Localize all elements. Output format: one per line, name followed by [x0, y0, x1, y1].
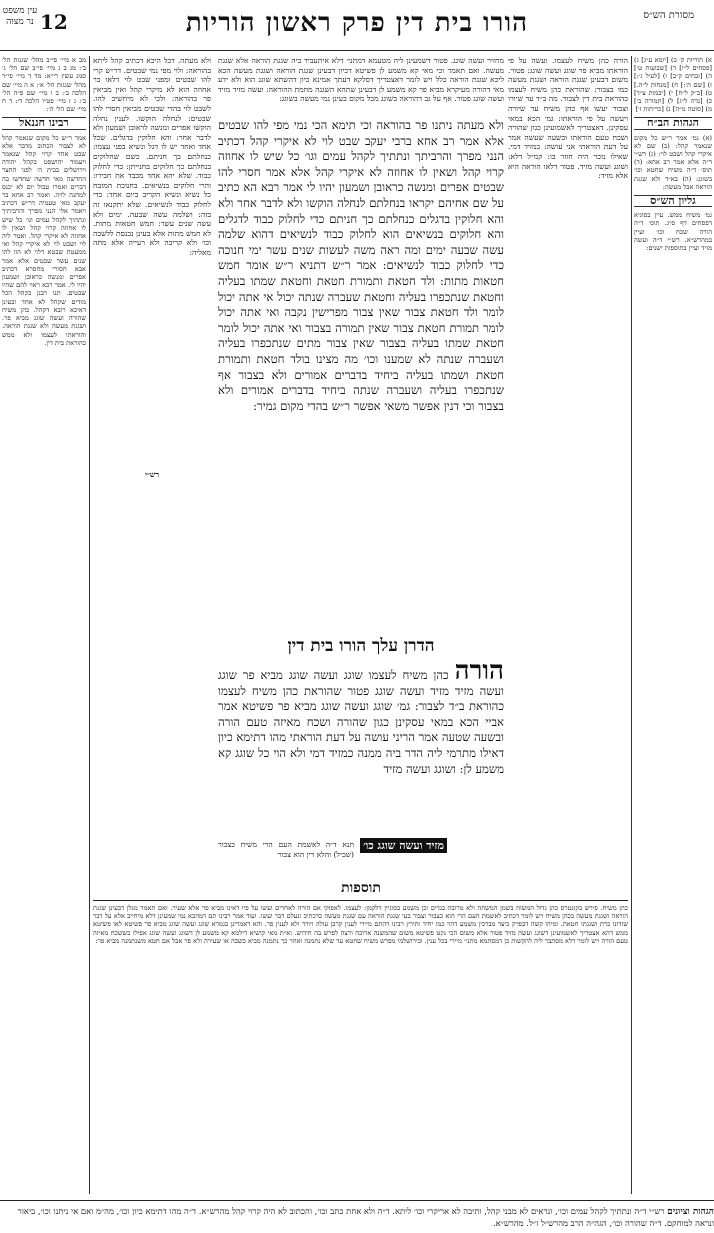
footer-text: רש״י ד״ה ונתתיך לקהל עמים וכו׳, ונראים לא מבני קהל, ותיבה לא אריקרי וכו׳ ליתא. ד״ה ולא אחת כתב וכו׳, והכתוב לא היה קרוי קהל מהרש״א. ד״ה מהו דתימא כיון וכו׳, מה״מ ואם אי ניתנו וכו׳, ביאור ונראה למוחקם. ד״ה שהורה וכו׳, הגה״ה הרב מהרש״ל ז״ל. מהרש״א. [17, 1206, 714, 1228]
gemara-lower-column [218, 840, 354, 880]
right-column-divider [631, 56, 632, 1194]
massoret-hashas-label: מסורת הש״ס [643, 10, 694, 21]
page-title: הורו בית דין פרק ראשון הוריות [185, 8, 529, 38]
rabbeinu-chananel-text: אמר ר״ש כל מקום שנאמר קהל לא לצבור הכתוב מדבר אלא שבט אחד קרוי קהל שנאמר ויעמוד יהושפט בקהל יהודה וירושלים בבית ה׳ לפני החצר החדשה מאי חדשה שחדשו בה דברים ואמרו טבול יום לא יכנס למחנה לויה. ואמר רב אחא בר יעקב מאי טעמיה דר״ש דכתיב ויאמר אלי הנני מפרך והרביתיך ונתתיך לקהל עמים וגו׳ כל שיש לו אחוזה קרוי קהל ושאין לו אחוזה לא איקרי קהל. ואמר ליה לוי ושבט לוי לא איקרי קהל ואי ממעטת שבטא דלוי לא הוו להו שנים עשר שבטים אלא אמר אבא חסורי מחסרא דכתיב אפרים ומנשה כראובן ושמעון יהיו לי. אמר רבא ראוי להם שהיו שבטים. תנו רבנן בקהל הכל מודים שקהל לא אחד ובעינן דאיכא רובא דקהל. כהן משיח שהורה ועשה שוגג מביא פר. ושגגת מעשה ולא שגגת הוראה. והוראתו לעצמו ולא ממש כהוראת בית דין. [2, 133, 86, 347]
tosafot-lower-column [93, 904, 628, 1194]
left-margin-column [2, 56, 86, 1194]
footer-label: הגהות וציונים [667, 1207, 714, 1217]
hadran-heading: הדרן עלך הורו בית דין [287, 636, 435, 656]
rashi-lower-text: הורה כהן משיח לעצמו. ועשה על פי הוראתו מביא פר שוגג ועשה שוגג: פטור. משום דבעינן שגגת הוראה ושגגת מעשה כמו בצבור: שהוראת כהן משיח לעצמו כהוראת בית דין לצבור. מה ב״ד עד שיורו וצבור יעשו אף כהן משיח עד שיורה ויעשה על פי הוראתו: גמ׳ הכא במאי עסקינן. דאצטריך לאשמועינן כגון שהורה ושכח טעם הוראתו ובשעה שעשה אמר על דעת הוראתי אני עושה: כמזיד דמי. שאילו נזכר היה חוזר בו: קמ״ל דלא: ושוגג ועשה מזיד. פטור דלאו הוראה היא אלא מזיד: [508, 56, 628, 181]
mishnah-column [218, 664, 504, 832]
gilyon-hashas-text: גמ׳ משיח ממש. עיין בסוגיא דפסחים דף ס״ג. תוס׳ ד״ה הורה שכח וכו׳ ועיין במהרש״א. רש״י ד״ה ועשה מזיד ועיין בתוספות ישנים: [634, 211, 712, 253]
tosafot-upper-column [218, 56, 504, 114]
mishnah-text: כהן משיח לעצמו שוגג ועשה שוגג מביא פר שוגג ועשה מזיד מזיד ועשה שוגג פטור שהוראת כהן משיח לעצמו כהוראת ב״ד לצבור: גמ׳ שוגג ועשה שוגג מביא פר פשיטא אמר אביי הכא במאי עסקינן כגון שהורה ושכח מאיזה טעם הורה ובשעה שטעה אמר הריני עושה על דעת הוראתי מהו דתימא כיון דאילו מתרמי ליה הדר ביה ממנה כמזיד דמי ולא הוי כל שוגג קא משמע לן: ושוגג ועשה מזיד [218, 668, 504, 776]
page-header [0, 0, 714, 52]
hagahot-habach-text: (א) גמ׳ אמר ר״ש כל מקום שנאמר קהל: (ב) שם לא איקרי קהל ושבט לוי: (ג) רש״י ד״ה אלא אמר רב אחא: (ד) תוס׳ ד״ה משיח שחטא וכו׳ בשוגג: (ה) בא״ד ולא שגגת הוראה אבל מעשה: [634, 133, 712, 191]
gilyon-hashas-title: גליון הש״ס [634, 195, 712, 207]
rashi-title: רש״י [145, 470, 159, 479]
tosafot-divider [93, 900, 628, 901]
rashi-right-column [508, 56, 628, 896]
footer-divider [0, 1200, 714, 1201]
mishnah-initial-word: הורה [454, 664, 504, 686]
gemara-upper-column [218, 118, 504, 630]
massoret-text: א) הוריות ק׳ ב) [יומא ע״ג] ג) [פסחים ל״ו] ד) [שבועות ט׳] ה) [זבחים ק״ב] ו) [לעיל ג׳:] ז) [שם ה׳:] ח) [מנחות ל״ה.] ט) [ב״ק ל״ח] י) [יבמות צ״ד] כ) [נדה ל״ג] ל) [תמורה ב׳] מ) [סוטה מ״ה] נ) [כריתות ז׳] [634, 56, 712, 114]
rabbeinu-chananel-title: רבינו חננאל [2, 117, 86, 129]
rashi-continuation-column [93, 470, 211, 896]
left-column-divider [89, 56, 90, 1194]
ein-mishpat-text: מב א מיי׳ פי״ב מהל׳ שגגות הל׳ ב׳: מג ב ג מיי׳ פי״ב שם הל׳ ג׳ סמג עשין רי״א: מד ד מיי׳ פי״ד מהל׳ שגגות הל׳ א׳: א ה מיי׳ שם הלכה ב׳: ב ו מיי׳ שם פ״ה הל׳ ב׳: ג ז מיי׳ פט״ו הלכה ד׳: ד ח מיי׳ שם הל׳ ה׳: [2, 56, 86, 114]
page-number: 12 [40, 10, 68, 34]
ein-mishpat-label: עין משפט נר מצוה [2, 6, 38, 27]
tosafot-lower-text: כהן משיח. פירש בקונטרס כהן גדול המשוח בשמן המשחה ולא מרובה בגדים וכן משמע בסוגיין דלקמן: לעצמו. לאפוקי אם הורה לאחרים ועשו על פיו דאינו מביא פר אלא שעיר. ואם תאמר מנלן דבעינן שגגת הוראה ושגגת מעשה בכהן משיח ויש לומר דכתיב לאשמת העם הרי הוא כצבור וצבור בעי שגגת הוראה עם שגגת מעשה כדכתיב ונעלם דבר ועשו. ועוד אמר רבינו תם דמהכא נמי שמעינן דלא מיחייב אלא על דבר שזדונו כרת ושגגתו חטאת. ומיהו קשה דבפרק כיצד מברכין משמע דהוי כמו יחיד ותירץ רבינו דהתם מיירי לענין קרבן עולה ויורד ולא לענין פר. והא דאמרינן בגמרא שוגג ועשה שוגג מביא פר פשיטא לאו פשיטא ממש דהא אצטריך לאשמועינן דשוגג ועשה מזיד פטור אלא משום הכי נקט פשיטא משום שהמשנה ארוכה ורצה לפרש בה חידוש. וא״ת מאי קושיא דילמא קא משמע לן דשוגג ועשה שוגג אפילו כששכח מאיזה טעם הורה ויש לומר דלא מסתבר ליה להקשות כן דמסתמא מתני׳ מיירי בכל ענין. ובירושלמי מפרש משיח שחטא עד שלא נתמנה ואחר כך נתמנה מביא כשבה או שעירה ולא פר אבל אם חטא משנתמנה מביא פר: [93, 904, 628, 945]
hagahot-habach-title: הגהות הב״ח [634, 117, 712, 129]
right-margin-column [634, 56, 712, 1194]
tosafot-upper-text: מחזיר ועשה שוגג. פטור דשמעינן ליה מטעמא דמתני׳ דלא איתעביד ביה שגגת הוראה אלא שגגת מעשה. ואם תאמר וכי מאי קא משמע לן פשיטא דכיון דבעינן שגגת הוראה ושגגת מעשה הכא ליכא שגגת הוראה כלל ויש לומר דאצטריך דסלקא דעתך אמינא כיון דהשתא שוגג הוא ולא ידע מאי דהורה מעיקרא מביא פר קא משמע לן דבעינן שתהא השגגה מחמת ההוראה: ועשה מזיד מזיד ועשה שוגג פטור. אף על גב דהוראה בשוגג מכל מקום בעינן נמי מעשה בשוגג: [218, 56, 504, 104]
boxed-highlight-phrase: מזיד ועשה שוגג כו׳ [360, 838, 447, 853]
gemara-upper-text: ולא מעתה ניתנו פר בהוראה וכי תימא הכי נמי מפי להו שבטים אלא אמר רב אחא ברבי יעקב שבט לוי לא איקרי קהל דכתיב הנני מפרך והרביתך ונתתיך לקהל עמים וגו׳ כל שיש לו אחוזה קרוי קהל ושאין לו אחוזה לא איקרי קהל אלא אמר חסרי להו שבטים אפרים ומנשה כראובן ושמעון יהיו לי אמר רבא הא כתיב על שם אחיהם יקראו בנחלתם לנחלה הוקשו ולא לדבר אחר ולא והא חלוקין בדגלים כנחלתם כך חניתם כדי לחלוק כבוד לדגלים והא חלוקים בנשיאים הוא לחלוק כבוד לנשיאים דהוא שלמה עשה שבעה ימים ומה ראה משה לעשות שנים עשר ימי חנוכה כדי לחלוק כבוד לנשיאים: אמר ר״ש דתניא ר״ש אומר חמש חטאות מתות: ולד חטאת ותמורת חטאת וחטאת שמתו בעליה וחטאת שנתכפרו בעליה וחטאת שעברה שנתה יכול אי אתה יכול לומר ולד חטאת צבור שאין צבור מפרישין נקבה ואי אתה יכול לומר תמורת חטאת צבור שאין תמורה בצבור ואי אתה יכול לומר חטאת שמתו בעליה בצבור שאין צבור מתים שנתכפרו בעליה ושעברה שנתה לא שמענו וכו׳ מה מצינו בולד חטאת ותמורת חטאת ושמתו בעליה ביחיד בדברים אמורים ולא בצבור אף שנתכפרו בעליה ושעברה שנתה ביחיד בדברים אמורים ולא בצבור וכי דנין אפשר משאי אפשר ר״ש בהדי מקום גמיר: [218, 118, 504, 413]
tosafot-title: תוספות [341, 880, 381, 896]
page-footer [0, 1206, 714, 1232]
rashi-upper-text: ולא מעתה. דכל היכא דכתיב קהל ליתא בהוראה: ולוי מפי נמי שבטים. דר״ש קרי להו שבטים ומפני שבט לוי דלאו בר אחוזה הוא לא מיקרי קהל ואין מביאין פר בהוראה: ולכי לא מיחשיב להו. לשבט לוי בהדי שבטים מביאין חסרי להו שבטים: לנחלה הוקשו. לענין נחלה הוקשו אפרים ומנשה לראובן ושמעון ולא לדבר אחר: והא חלוקין בדגלים. שכל אחד ואחד יש לו דגל ונשיא בפני עצמו: כנחלתם כך חניתם. כשם שחלוקים בנחלתם כך חלוקים בחנייתן: כדי לחלוק כבוד. שלא יהא אחד מכבד את חבירו: והרי חלוקים בנשיאים. בחנוכת המזבח כל נשיא ונשיא הקריב ביום אחד: כדי לחלוק כבוד לנשיאים. שלא יתקנאו זה בזה: ושלמה עשה שבעה. ימים ולא עשה שנים עשר: חמש חטאות מתות. לא חמש מתות אלא בעינן נכנסת ללשכה וכו׳ ולא קריבה ולא רעייה אלא מתה מאליה: [93, 56, 211, 257]
gemara-lower-text: תנא ד״ה לאשמת העם הרי משיח כצבור (שכיל) והלא דין הוא צבור [218, 840, 354, 859]
rashi-upper-column [93, 56, 211, 466]
header-divider [0, 50, 714, 51]
